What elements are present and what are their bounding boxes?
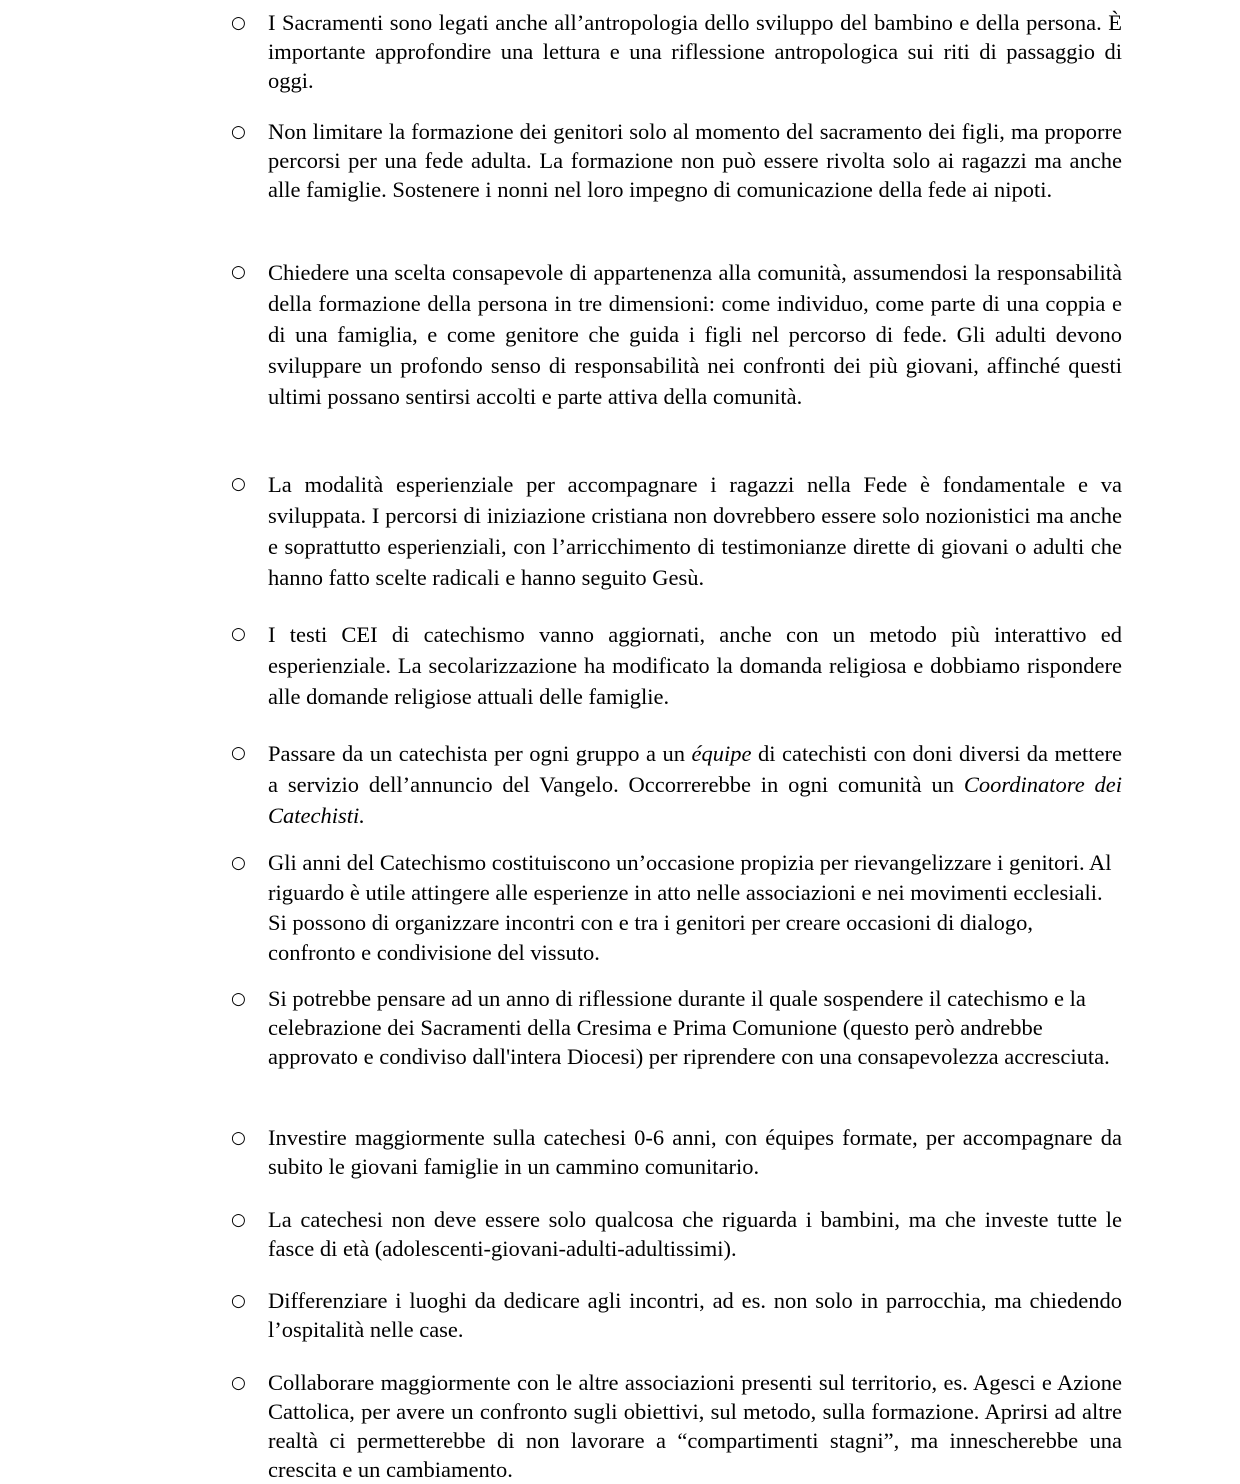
list-item-text: Collaborare maggiormente con le altre associazioni presenti sul territorio, es. Agesci e Azione Cattolica, per avere un confronto sugli obiettivi, sul metodo, sulla formazione. Aprirsi ad altre realtà ci permetterebbe di non lavorare a “compartimenti stagni”, ma innescherebbe una crescita e un cambiamento. xyxy=(268,1370,1122,1482)
list-item-text: Si potrebbe pensare ad un anno di riflessione durante il quale sospendere il catechismo e la celebrazione dei Sacramenti della Cresima e Prima Comunione (questo però andrebbe approvato e condiviso dall'intera Diocesi) per riprendere con una consapevolezza accresciuta. xyxy=(268,986,1110,1069)
list-item-text: I testi CEI di catechismo vanno aggiornati, anche con un metodo più interattivo ed esperienziale. La secolarizzazione ha modificato la domanda religiosa e dobbiamo rispondere alle domande religiose attuali delle famiglie. xyxy=(268,622,1122,709)
bullet-icon: ○ xyxy=(231,743,246,763)
list-item-text: La modalità esperienziale per accompagnare i ragazzi nella Fede è fondamentale e va sviluppata. I percorsi di iniziazione cristiana non dovrebbero essere solo nozionistici ma anche e soprattutto esperienziali, con l’arricchimento di testimonianze dirette di giovani o adulti che hanno fatto scelte radicali e hanno seguito Gesù. xyxy=(268,472,1122,590)
list-item-text: Chiedere una scelta consapevole di appartenenza alla comunità, assumendosi la responsabilità della formazione della persona in tre dimensioni: come individuo, come parte di una coppia e di una famiglia, e come genitore che guida i figli nel percorso di fede. Gli adulti devono sviluppare un profondo senso di responsabilità nei confronti dei più giovani, affinché questi ultimi possano sentirsi accolti e parte attiva della comunità. xyxy=(268,260,1122,409)
list-item-text: Non limitare la formazione dei genitori solo al momento del sacramento dei figli, ma proporre percorsi per una fede adulta. La formazione non può essere rivolta solo ai ragazzi ma anche alle famiglie. Sostenere i nonni nel loro impegno di comunicazione della fede ai nipoti. xyxy=(268,119,1122,202)
text-segment: Passare da un catechista per ogni gruppo a un xyxy=(268,741,692,766)
list-item-text: Investire maggiormente sulla catechesi 0-6 anni, con équipes formate, per accompagnare da subito le giovani famiglie in un cammino comunitario. xyxy=(268,1125,1122,1179)
bullet-icon: ○ xyxy=(231,1210,246,1230)
italic-term: Coordinatore dei Catechisti. xyxy=(268,772,1123,828)
bullet-icon: ○ xyxy=(231,122,246,142)
list-item-text: I Sacramenti sono legati anche all’antropologia dello sviluppo del bambino e della persona. È importante approfondire una lettura e una riflessione antropologica sui riti di passaggio di oggi. xyxy=(268,10,1122,93)
bullet-icon: ○ xyxy=(231,262,246,282)
list-item-text xyxy=(268,738,1122,831)
bullet-icon: ○ xyxy=(231,13,246,33)
bullet-icon: ○ xyxy=(231,474,246,494)
list-item-text: La catechesi non deve essere solo qualcosa che riguarda i bambini, ma che investe tutte le fasce di età (adolescenti-giovani-adulti-adultissimi). xyxy=(268,1207,1122,1261)
bullet-icon: ○ xyxy=(231,989,246,1009)
text-segment: di catechisti con doni diversi da mettere a servizio dell’annuncio del Vangelo. Occorrerebbe in ogni comunità un xyxy=(268,741,1122,797)
list-item-text: Differenziare i luoghi da dedicare agli incontri, ad es. non solo in parrocchia, ma chiedendo l’ospitalità nelle case. xyxy=(268,1288,1122,1342)
bullet-icon: ○ xyxy=(231,1291,246,1311)
bullet-icon: ○ xyxy=(231,624,246,644)
bullet-icon: ○ xyxy=(231,1128,246,1148)
italic-term: équipe xyxy=(691,741,752,766)
bullet-icon: ○ xyxy=(231,1373,246,1393)
bullet-icon: ○ xyxy=(231,853,246,873)
list-item-text: Gli anni del Catechismo costituiscono un’occasione propizia per rievangelizzare i genitori. Al riguardo è utile attingere alle esperienze in atto nelle associazioni e nei movimenti ecclesiali. Si possono di organizzare incontri con e tra i genitori per creare occasioni di dialogo, confronto e condivisione del vissuto. xyxy=(268,850,1112,965)
